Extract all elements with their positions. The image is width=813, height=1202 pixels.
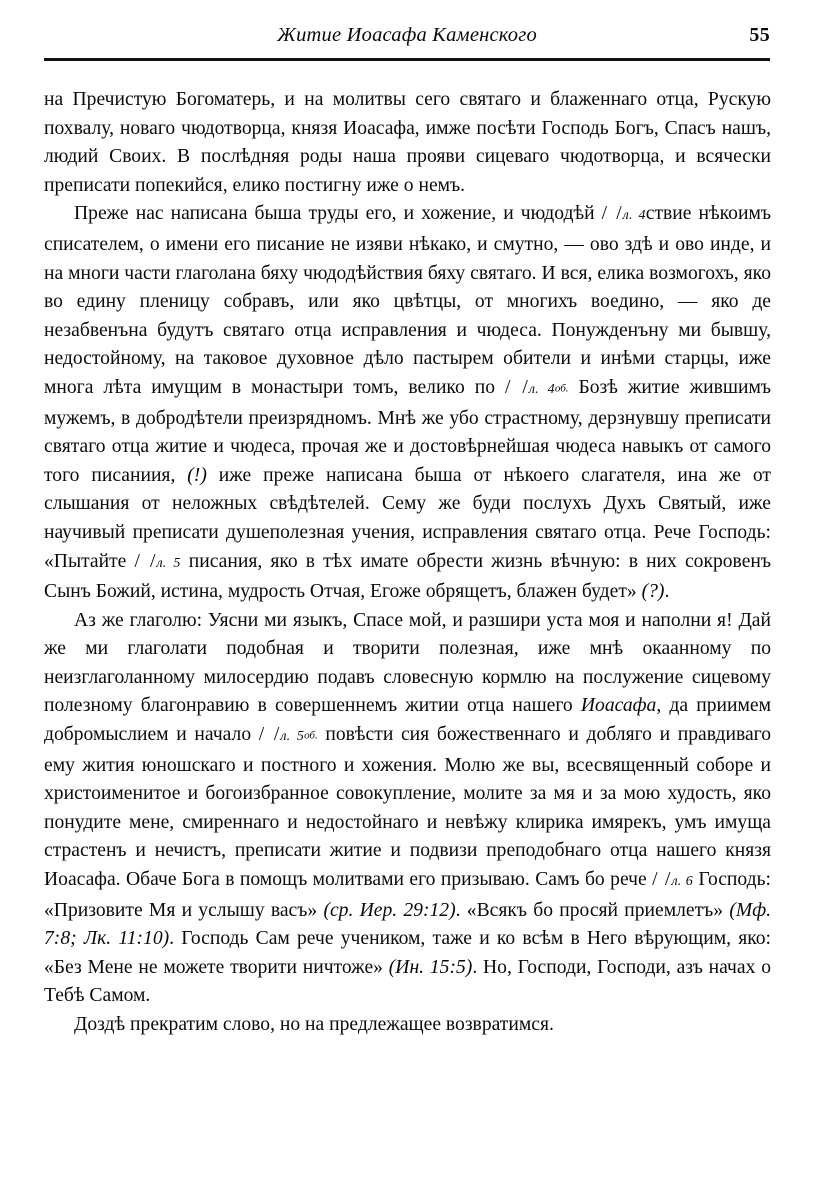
italic-citation: (Мф. 7:8; Лк. 11:10) xyxy=(44,899,771,950)
folio-break-slashes: / / xyxy=(601,203,623,225)
folio-marker: л. 6 xyxy=(671,874,693,890)
folio-break-slashes: / / xyxy=(134,550,157,572)
folio-marker: л. 5 xyxy=(280,729,305,745)
folio-break-slashes: / / xyxy=(652,869,672,891)
header-rule xyxy=(44,58,770,61)
folio-break-slashes: / / xyxy=(504,376,529,398)
paragraph: Преже нас написана быша труды его, и хожение, и чюдодѣй / /л. 4ствие нѣкоимъ списателем, о имени его писание не изяви нѣкако, и смутно, — ово здѣ и ово инде, и на многи части глаголана бяху чюдодѣйствия бяху святаго. И вся, елика возмогохъ, яко во едину пленицу собравъ, или яко цвѣтцы, от многихъ воедино, — яко де незабвенъна будутъ святаго отца исправления и чюдеса. Понужденъну ми бывшу, недостойному, на таковое духовное дѣло пастырем обители и инѣми старцы, иже многа лѣта имущим в монастыри томъ, велико по / /л. 4об. Бозѣ житие жившимъ мужемъ, в добродѣтели преизрядномъ. Мнѣ же убо страстному, дерзнувшу преписати святаго отца житие и чюдеса, прочая же и достовѣрнейшая чюдеса навыкъ от самого того писаниия, (!) иже преже написана быша от нѣкоего слагателя, ина же от слышания от неложных свѣдѣтелей. Сему же буди послухъ Духъ Святый, иже научивый преписати душеполезная учения, исправления святаго отца. Рече Господь: «Пытайте / /л. 5 писания, яко в тѣх имате обрести жизнь вѣчную: в них сокровенъ Сынъ Божий, истина, мудрость Отчая, Егоже обрящетъ, блажен будет» (?). xyxy=(44,203,772,603)
italic-citation: Иоасафа xyxy=(580,695,657,717)
italic-citation: (ср. Иер. 29:12) xyxy=(323,899,456,921)
italic-citation: (!) xyxy=(187,464,207,486)
paragraph: на Пречистую Богоматерь, и на молитвы сего святаго и блаженнаго отца, Рускую похвалу, новаго чюдотворца, князя Иоасафа, имже посѣти Господь Богъ, Спасъ нашъ, людий Своих. В послѣдняя роды наша прояви сицеваго чюдотворца, и всячески преписати попекийся, елико постигну иже о немъ. xyxy=(44,89,771,196)
page-number: 55 xyxy=(749,24,770,46)
folio-marker: л. 5 xyxy=(156,555,181,571)
paragraph: Аз же глаголю: Уясни ми языкъ, Спасе мой, и разшири уста моя и наполни я! Дай же ми глаголати подобная и творити полезная, иже мнѣ окаанному по неизглаголанному милосердию подавъ словесную кормлю на послужение сицевому полезному благонравию в совершеннемъ житии отца нашего Иоасафа, да приимем добромыслием и начало / /л. 5об. повѣсти сия божественнаго и добляго и правдиваго ему жития юношскаго и постного и хожения. Молю же вы, всесвященный соборе и христоименитое и богоизбранное совокупление, молите за мя и за мою худость, яко понудите мене, смиреннаго и недостойнаго и невѣжу клирика имярекъ, умъ имуща страстенъ и нечистъ, преписати житие и подвизи преподобнаго отца нашего князя Иоасафа. Обаче Бога в помощъ молитвами его призываю. Самъ бо рече / /л. 6 Господь: «Призовите Мя и услышу васъ» (ср. Иер. 29:12). «Всякъ бо просяй приемлетъ» (Мф. 7:8; Лк. 11:10). Господь Сам рече учеником, таже и ко всѣм в Него вѣрующим, яко: «Без Мене не можете творити ничтоже» (Ин. 15:5). Но, Господи, Господи, азъ начах о Тебѣ Самом. xyxy=(44,609,771,1007)
folio-marker-verso: об. xyxy=(304,729,318,742)
folio-marker: л. 4 xyxy=(528,381,555,397)
folio-marker-verso: об. xyxy=(554,382,569,395)
folio-break-slashes: / / xyxy=(258,724,281,746)
paragraph: Доздѣ прекратим слово, но на предлежащее возвратимся. xyxy=(74,1014,554,1035)
italic-citation: (?) xyxy=(641,581,665,603)
italic-citation: (Ин. 15:5) xyxy=(388,956,473,978)
body-text xyxy=(44,86,771,1040)
running-head xyxy=(44,24,770,54)
running-head-title: Житие Иоасафа Каменского xyxy=(277,24,537,46)
folio-marker: л. 4 xyxy=(622,208,646,224)
